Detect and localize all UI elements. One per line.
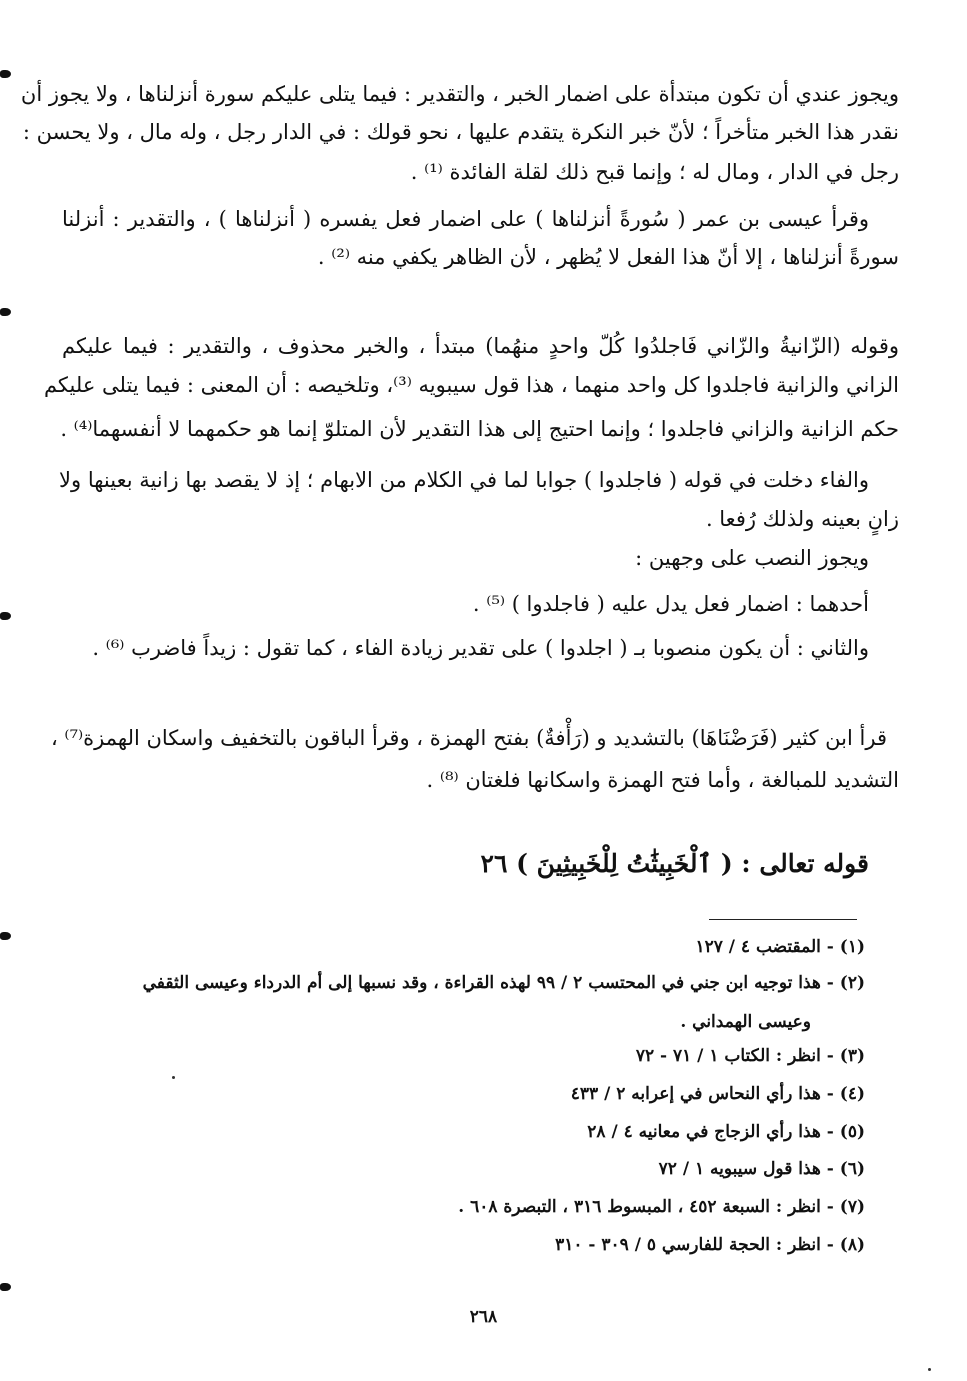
text-line: رجل في الدار ، ومال له ؛ وإنما قبح ذلك لقلة الفائدة ⁽¹⁾ . — [410, 160, 899, 184]
footnote: وعيسى الهمداني . — [680, 1012, 811, 1032]
scan-mark — [0, 70, 11, 78]
text-line: والثاني : أن يكون منصوبا بـ ( اجلدوا ) على تقدير زيادة الفاء ، كما تقول : زيداً فاضرب ⁽⁶⁾ . — [92, 636, 869, 660]
text-line: ويجوز عندي أن تكون مبتدأة على اضمار الخبر ، والتقدير : فيما يتلى عليكم سورة أنزلناها ، ولا يجوز أن — [20, 82, 899, 106]
scan-mark — [0, 932, 11, 940]
text-line: زانٍ بعينه ولذلك رُفعا . — [705, 507, 899, 531]
footnote: (٧) - انظر : السبعة ٤٥٢ ، المبسوط ٣١٦ ، التبصرة ٦٠٨ . — [458, 1197, 865, 1217]
footnote: (٨) - انظر : الحجة للفارسي ٥ / ٣٠٩ - ٣١٠ — [555, 1235, 865, 1255]
footnote: (٣) - انظر : الكتاب ١ / ٧١ - ٧٢ — [635, 1046, 865, 1066]
scan-mark — [0, 1283, 11, 1291]
section-heading: قوله تعالى : ( ٱلْخَبِيثَٰتُ لِلْخَبِيثِينَ ) ٢٦ — [480, 849, 869, 878]
footnote: (١) - المقتضب ٤ / ١٢٧ — [695, 937, 865, 957]
text-line: وقوله (الزّانيةُ والزّاني فَاجلدُوا كُلّ واحدٍ منهُما) مبتدأ ، والخبر محذوف ، والتقدير : فيما عليكم — [62, 334, 899, 358]
text-line: وقرأ عيسى بن عمر ( سُورةً أنزلناها ) على اضمار فعل يفسره ( أنزلناها ) ، والتقدير : أنزلنا — [62, 207, 869, 231]
text-line: أحدهما : اضمار فعل يدل عليه ( فاجلدوا ) ⁽⁵⁾ . — [472, 592, 869, 616]
scan-mark — [0, 308, 11, 316]
text-line: قرأ ابن كثير (فَرَضْنَاهَا) بالتشديد و (رَأْفةٌ) بفتح الهمزة ، وقرأ الباقون بالتخفيف واسكان الهمزة⁽⁷⁾ ، — [50, 726, 887, 750]
footnote-divider — [709, 919, 857, 920]
text-line: التشديد للمبالغة ، وأما فتح الهمزة واسكانها فلغتان ⁽⁸⁾ . — [426, 768, 899, 792]
text-line: والفاء دخلت في قوله ( فاجلدوا ) جوابا لما في الكلام من الابهام ؛ إذ لا يقصد بها زانية بعينها ولا — [59, 468, 869, 492]
text-line: نقدر هذا الخبر متأخراً ؛ لأنّ خبر النكرة يتقدم عليها ، نحو قولك : في الدار رجل ، وله مال ، ولا يحسن : — [22, 120, 899, 144]
footnote: (٦) - هذا قول سيبويه ١ / ٧٢ — [658, 1159, 865, 1179]
footnote: (٥) - هذا رأي الزجاج في معانيه ٤ / ٢٨ — [587, 1122, 865, 1142]
text-line: سورةً أنزلناها ، إلا أنّ هذا الفعل لا يُظهر ، لأن الظاهر يكفي منه ⁽²⁾ . — [317, 245, 899, 269]
footnote: (٢) - هذا توجيه ابن جني في المحتسب ٢ / ٩٩ لهذه القراءة ، وقد نسبها إلى أم الدرداء وعيسى الثقفي — [142, 973, 865, 993]
scan-speck — [172, 1076, 175, 1079]
page-number: ٢٦٨ — [469, 1307, 498, 1327]
scan-mark — [0, 612, 11, 620]
text-line: حكم الزانية والزاني فاجلدوا ؛ وإنما احتيج إلى هذا التقدير لأن المتلوّ إنما هو حكمهما لا أنفسهما⁽⁴⁾ . — [60, 417, 899, 441]
text-line: ويجوز النصب على وجهين : — [635, 546, 869, 570]
footnote: (٤) - هذا رأي النحاس في إعرابه ٢ / ٤٣٣ — [570, 1084, 865, 1104]
scan-speck — [928, 1368, 931, 1371]
text-line: الزاني والزانية فاجلدوا كل واحد منهما ، هذا قول سيبويه ⁽³⁾، وتلخيصه : أن المعنى : فيما يتلى عليكم — [43, 373, 899, 397]
